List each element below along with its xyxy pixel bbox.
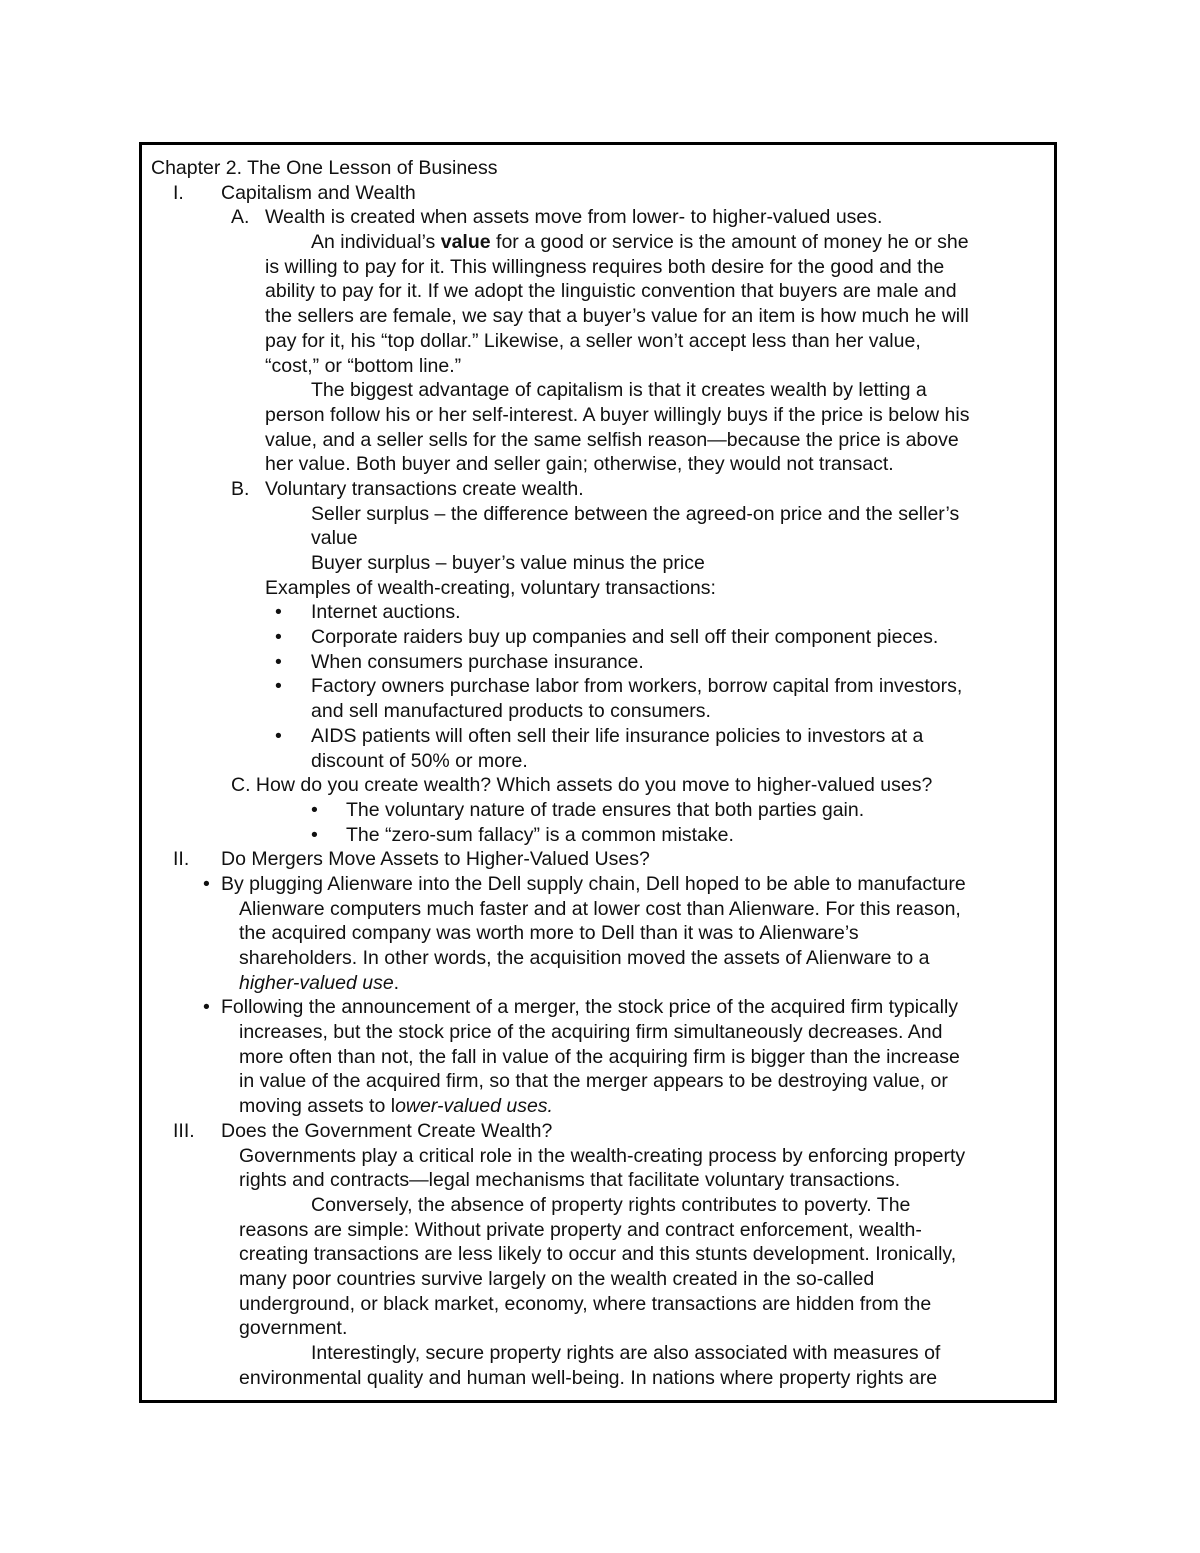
document-content [151, 156, 1046, 1390]
paragraph-line: An individual’s value for a good or service is the amount of money he or she [311, 231, 969, 254]
subsection-title: Voluntary transactions create wealth. [265, 477, 584, 500]
list-item: • By plugging Alienware into the Dell supply chain, Dell hoped to be able to manufacture [203, 872, 966, 895]
paragraph-line: ability to pay for it. If we adopt the linguistic convention that buyers are male and [265, 280, 957, 303]
list-item: • The “zero-sum fallacy” is a common mistake. [311, 823, 734, 846]
bullet-icon: • [311, 798, 318, 821]
bullet-icon: • [203, 996, 210, 1019]
paragraph-line: Governments play a critical role in the wealth-creating process by enforcing property [239, 1144, 966, 1167]
subsection-letter: B. [231, 477, 250, 500]
subsection-b-heading [151, 477, 1046, 502]
section-heading-2 [151, 847, 1046, 872]
bullet-icon: • [275, 626, 282, 649]
section-number: I. [173, 181, 184, 204]
bullet-icon: • [275, 601, 282, 624]
list-item: • Corporate raiders buy up companies and sell off their component pieces. [275, 626, 939, 649]
paragraph-line: pay for it, his “top dollar.” Likewise, a seller won’t accept less than her value, [265, 329, 921, 352]
definition-line: Seller surplus – the difference between the agreed-on price and the seller’s [311, 502, 960, 525]
subsection-a-heading [151, 205, 1046, 230]
paragraph-line: the sellers are female, we say that a buyer’s value for an item is how much he will [265, 305, 969, 328]
bold-term: value [440, 231, 491, 254]
list-item-continuation: in value of the acquired firm, so that the merger appears to be destroying value, or [239, 1070, 948, 1093]
paragraph-line: environmental quality and human well-being. In nations where property rights are [239, 1366, 938, 1389]
bullet-icon: • [275, 675, 282, 698]
italic-term: higher-valued use [239, 971, 394, 994]
examples-intro: Examples of wealth-creating, voluntary transactions: [265, 576, 716, 599]
list-item: • The voluntary nature of trade ensures that both parties gain. [311, 798, 865, 821]
paragraph-line: Interestingly, secure property rights are also associated with measures of [311, 1342, 941, 1364]
paragraph-line: “cost,” or “bottom line.” [265, 354, 462, 377]
list-item-continuation: and sell manufactured products to consumers. [311, 700, 711, 723]
paragraph-line: her value. Both buyer and seller gain; otherwise, they would not transact. [265, 453, 894, 476]
list-item-continuation: shareholders. In other words, the acquisition moved the assets of Alienware to a [239, 947, 930, 969]
subsection-letter: A. [231, 206, 250, 229]
paragraph-line: underground, or black market, economy, where transactions are hidden from the [239, 1292, 932, 1315]
paragraph-line: Conversely, the absence of property rights contributes to poverty. The [311, 1193, 911, 1216]
list-item-continuation: increases, but the stock price of the acquiring firm simultaneously decreases. And [239, 1021, 943, 1044]
list-item-continuation: discount of 50% or more. [311, 749, 528, 772]
document-frame [139, 142, 1057, 1403]
definition-line: value [311, 527, 358, 550]
paragraph-line: rights and contracts—legal mechanisms that facilitate voluntary transactions. [239, 1169, 901, 1192]
list-item: • When consumers purchase insurance. [275, 650, 644, 673]
section-number: III. [173, 1119, 195, 1142]
list-item: • Factory owners purchase labor from workers, borrow capital from investors, [275, 675, 963, 698]
paragraph-line: creating transactions are less likely to occur and this stunts development. Ironically, [239, 1243, 957, 1266]
list-item-continuation: more often than not, the fall in value of the acquiring firm is bigger than the increase [239, 1045, 960, 1068]
subsection-c-heading: C. How do you create wealth? Which assets do you move to higher-valued uses? [231, 774, 933, 797]
subsection-title: Wealth is created when assets move from lower- to higher-valued uses. [265, 206, 883, 229]
section-title: Capitalism and Wealth [221, 181, 416, 204]
italic-term: ower-valued uses. [395, 1095, 553, 1118]
list-item-continuation: moving assets to lower-valued uses. [239, 1095, 553, 1118]
section-heading-1 [151, 181, 1046, 206]
bullet-icon: • [275, 650, 282, 673]
bullet-icon: • [203, 872, 210, 895]
paragraph-line: The biggest advantage of capitalism is that it creates wealth by letting a [311, 379, 927, 402]
list-item: • Internet auctions. [275, 601, 461, 624]
paragraph-line: government. [239, 1317, 348, 1340]
list-item-continuation: higher-valued use. [239, 971, 400, 994]
section-heading-3 [151, 1119, 1046, 1144]
paragraph-line: many poor countries survive largely on the wealth created in the so-called [239, 1267, 875, 1290]
list-item-continuation: the acquired company was worth more to Dell than it was to Alienware’s [239, 922, 859, 945]
chapter-title: Chapter 2. The One Lesson of Business [151, 157, 498, 179]
section-title: Do Mergers Move Assets to Higher-Valued Uses? [221, 848, 650, 871]
paragraph-line: value, and a seller sells for the same selfish reason—because the price is above [265, 428, 959, 451]
section-title: Does the Government Create Wealth? [221, 1119, 553, 1142]
bullet-icon: • [311, 823, 318, 846]
list-item: • Following the announcement of a merger, the stock price of the acquired firm typically [203, 996, 959, 1019]
bullet-icon: • [275, 724, 282, 747]
list-item-continuation: Alienware computers much faster and at lower cost than Alienware. For this reason, [239, 897, 961, 920]
definition-line: Buyer surplus – buyer’s value minus the price [311, 552, 705, 574]
section-number: II. [173, 848, 190, 871]
paragraph-line: is willing to pay for it. This willingness requires both desire for the good and the [265, 255, 945, 278]
paragraph-line: reasons are simple: Without private property and contract enforcement, wealth- [239, 1218, 922, 1241]
paragraph-line: person follow his or her self-interest. A buyer willingly buys if the price is below his [265, 403, 970, 426]
list-item: • AIDS patients will often sell their life insurance policies to investors at a [275, 724, 924, 747]
